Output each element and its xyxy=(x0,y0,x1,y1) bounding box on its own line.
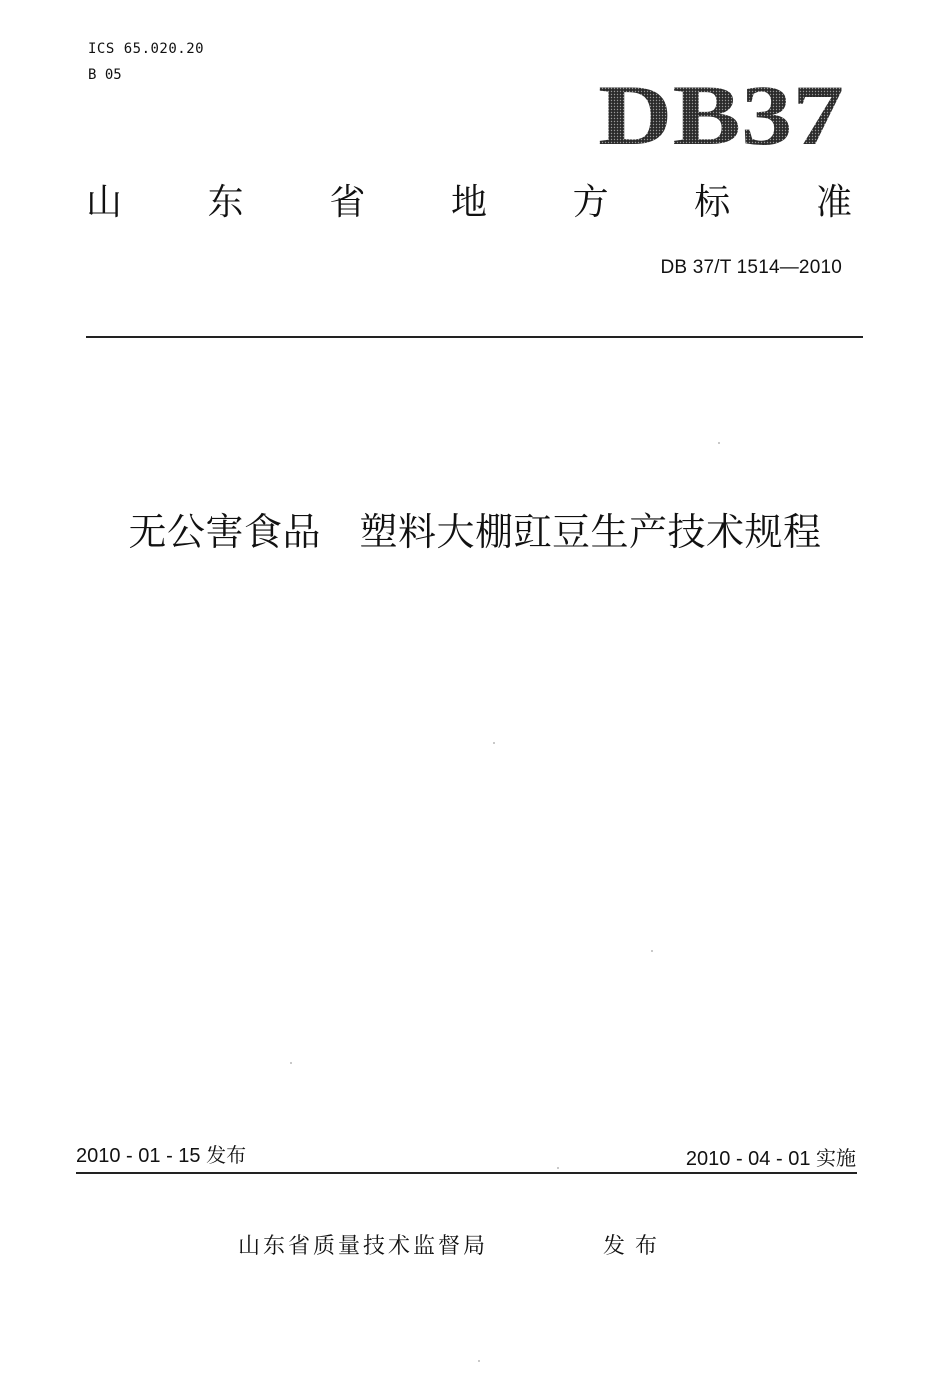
db37-logo xyxy=(598,72,846,154)
header-divider xyxy=(86,336,863,338)
standard-type-char: 方 xyxy=(572,182,609,223)
standard-type-title xyxy=(86,180,852,226)
publish-label: 发布 xyxy=(603,1234,668,1259)
standard-type-char: 山 xyxy=(86,182,123,223)
standard-type-char: 地 xyxy=(450,182,487,223)
standard-type-char: 省 xyxy=(329,182,366,223)
document-title: 无公害食品 塑料大棚豇豆生产技术规程 xyxy=(128,510,822,554)
ccs-code: B 05 xyxy=(88,67,122,83)
scan-speck xyxy=(651,950,653,952)
standard-type-char: 东 xyxy=(207,182,244,223)
db37-logo-text: DB37 xyxy=(598,72,844,154)
publisher-name: 山东省质量技术监督局 xyxy=(238,1234,489,1259)
standard-type-char: 标 xyxy=(694,182,731,223)
standard-type-char: 准 xyxy=(815,182,852,223)
standard-number: DB 37/T 1514—2010 xyxy=(660,257,842,278)
implementation-date: 2010 - 04 - 01 实施 xyxy=(685,1148,856,1170)
scan-speck xyxy=(290,1062,292,1064)
footer-divider xyxy=(76,1172,857,1174)
scan-speck xyxy=(493,742,495,744)
scan-speck xyxy=(718,442,720,444)
scan-speck xyxy=(557,1167,559,1169)
ics-code: ICS 65.020.20 xyxy=(88,41,205,57)
scan-speck xyxy=(478,1360,480,1362)
issue-date: 2010 - 01 - 15 发布 xyxy=(76,1145,247,1167)
